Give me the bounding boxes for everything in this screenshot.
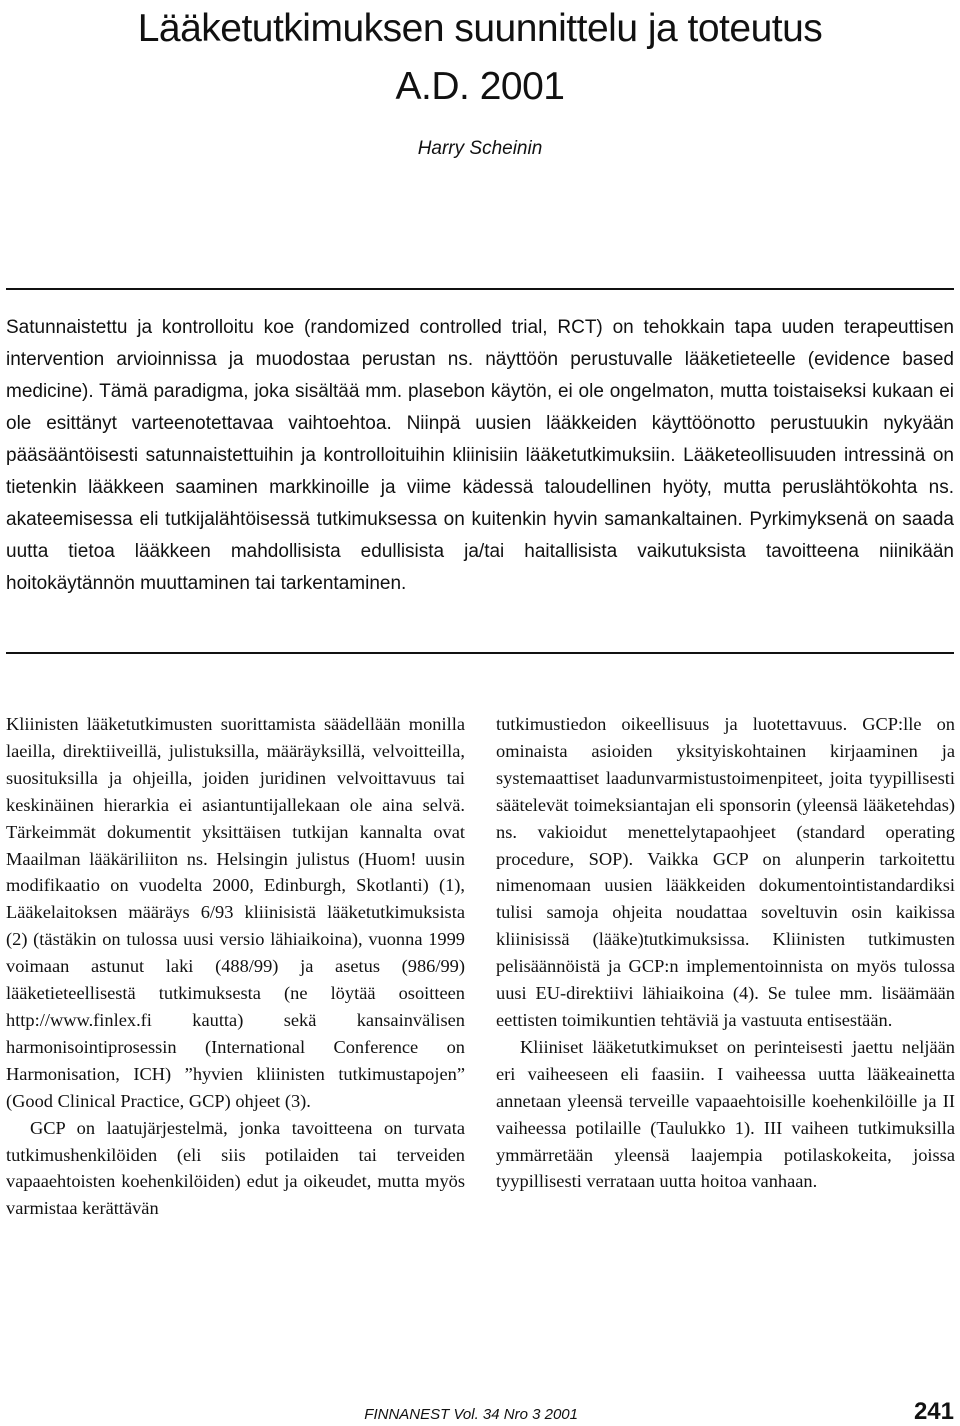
body-paragraph: GCP on laatujärjestelmä, jonka tavoitteena on turvata tutkimushenkilöiden (eli siis potilaiden tai terveiden vapaaehtoisten koehenkilöiden) edut ja oikeudet, mutta myös varmistaa kerättävän <box>6 1117 465 1219</box>
page-number: 241 <box>913 1398 954 1425</box>
body-column-right <box>496 711 955 1195</box>
abstract-top-rule <box>6 288 954 290</box>
abstract: Satunnaistettu ja kontrolloitu koe (randomized controlled trial, RCT) on tehokkain tapa uuden terapeuttisen intervention arvioinnissa ja muodostaa perustan ns. näyttöön perustuvalle lääketieteelle (evidence based medicine). Tämä paradigma, joka sisältää mm. plasebon käytön, ei ole ongelmaton, mutta toistaiseksi kukaan ei ole esittänyt varteenotettavaa vaihtoehtoa. Niinpä uusien lääkkeiden käyttöönotto perustuukin nykyään pääsääntöisesti satunnaistettuihin ja kontrolloituihin kliinisiin lääketutkimuksiin. Lääketeollisuuden intressinä on tietenkin lääkkeen saaminen markkinoille ja viime kädessä taloudellinen hyöty, mutta peruslähtökohta ns. akateemisessa eli tutkijalähtöisessä tutkimuksessa on kuitenkin hyvin samankaltainen. Pyrkimyksenä on saada uutta tietoa lääkkeen mahdollisista edullisista ja/tai haitallisista vaikutuksista tavoitteena niinikään hoitokäytännön muuttaminen tai tarkentaminen. <box>6 317 954 594</box>
body-paragraph: Kliiniset lääketutkimukset on perinteisesti jaettu neljään eri vaiheeseen eli faasiin. I vaiheessa uutta lääkeainetta annetaan yleensä terveille vapaaehtoisille koehenkilöille ja II vaiheessa potilaille (Taulukko 1). III vaiheen tutkimuksilla ymmärretään yleensä laajempia potilaskokeita, joissa tyypillisesti verrataan uutta hoitoa vanhaan. <box>496 1036 955 1192</box>
article-title-line-1: Lääketutkimuksen suunnittelu ja toteutus <box>137 7 823 50</box>
article-title <box>0 0 960 116</box>
author-name: Harry Scheinin <box>417 138 543 159</box>
body-column-left <box>6 711 465 1222</box>
page-footer <box>0 1398 960 1425</box>
body-paragraph: tutkimustiedon oikeellisuus ja luotettavuus. GCP:lle on ominaista asioiden yksityiskohtainen kirjaaminen ja systemaattiset laadunvarmistustoimenpiteet, joita tyypillisesti säätelevät toimeksiantajan eli sponsorin (yleensä lääketehdas) ns. vakioidut menettelytapaohjeet (standard operating procedure, SOP). Vaikka GCP on alunperin tarkoitettu nimenomaan uusien lääkkeiden dokumentointistandardiksi tulisi samoja ohjeita noudattaa soveltuvin osin kaikissa kliinisissä (lääke)tutkimuksissa. Kliinisten tutkimusten pelisäännöistä ja GCP:n implementoinnista on myös tulossa uusi EU-direktiivi lähiaikoina (4). Se tulee mm. lisäämään eettisten toimikuntien tehtäviä ja vastuuta entisestään. <box>496 714 955 1030</box>
journal-citation: FINNANEST Vol. 34 Nro 3 2001 <box>364 1406 578 1423</box>
body-paragraph: Kliinisten lääketutkimusten suorittamista säädellään monilla laeilla, direktiiveillä, julistuksilla, määräyksillä, velvoitteilla, suosituksilla ja ohjeilla, joiden juridinen velvoittavuus tai keskinäinen hierarkia ei asiantuntijallekaan ole aina selvä. Tärkeimmät dokumentit yksittäisen tutkijan kannalta ovat Maailman lääkäriliiton ns. Helsingin julistus (Huom! uusin modifikaatio on vuodelta 2000, Edinburgh, Skotlanti) (1), Lääkelaitoksen määräys 6/93 kliinisistä lääketutkimuksista (2) (tästäkin on tulossa uusi versio lähiaikoina), vuonna 1999 voimaan astunut laki (488/99) ja asetus (986/99) lääketieteellisestä tutkimuksesta (ne löytää osoitteen http://www.finlex.fi kautta) sekä kansainvälisen harmonisointiprosessin (International Conference on Harmonisation, ICH) ”hyvien kliinisten tutkimustapojen” (Good Clinical Practice, GCP) ohjeet (3). <box>6 714 465 1111</box>
abstract-bottom-rule <box>6 652 954 654</box>
article-title-line-2: A.D. 2001 <box>395 65 565 108</box>
